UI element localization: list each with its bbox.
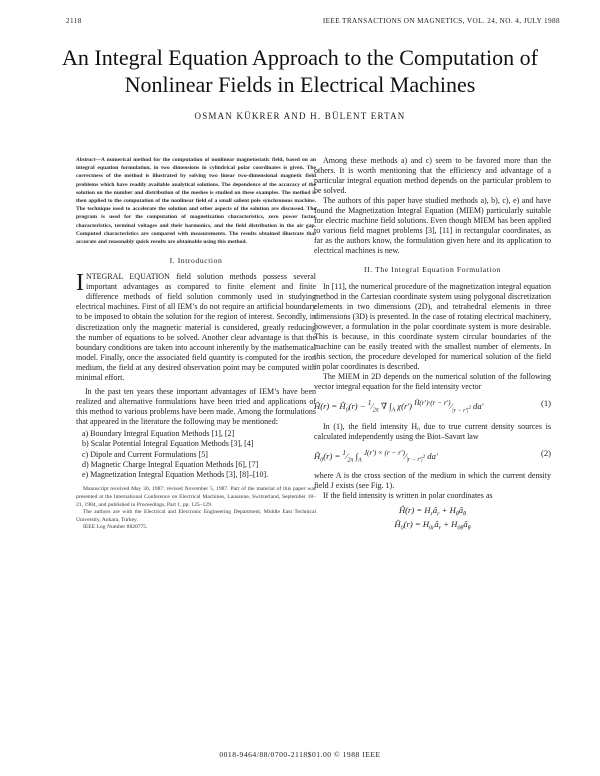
list-item: e) Magnetization Integral Equation Methods [3], [8]–[10].: [82, 470, 269, 480]
intro-paragraph-1: [76, 272, 316, 383]
equation-polar: [314, 505, 551, 535]
abstract-label: Abstract: [76, 157, 96, 163]
right-paragraph-6: where A is the cross section of the medium in which the current density field J exists (see Fig. 1).: [314, 471, 551, 491]
section-heading-formulation: II. The Integral Equation Formulation: [364, 265, 501, 275]
right-paragraph-4: The MIEM in 2D depends on the numerical solution of the following vector integral equation for the field intensity vector: [314, 371, 551, 391]
methods-list: [82, 429, 316, 480]
equation-1-body: Ĥ(r) = $Ĥ_0(r)$ − $^1⁄_{2\pi}$ ∇ $\int_A$ χ(r′) $^{Ĥ(r')\cdot(r - r')}⁄_{|r - r'|^2}$ da′: [314, 399, 484, 414]
equation-1: [314, 398, 551, 416]
left-column: [76, 156, 316, 532]
footnotes: [76, 486, 316, 532]
footnote-log-number: IEEE Log Number 8820775.: [83, 524, 148, 531]
right-paragraph-1: Among these methods a) and c) seem to be favored more than the others. It is worth mentioning that the efficiency and advantage of a particular integral equation method depends on the particular problem to be solved.: [314, 156, 551, 196]
right-paragraph-5: In (1), the field intensity H₀ due to true current density sources is calculated independently using the Biot–Savart law: [314, 421, 551, 441]
right-paragraph-3: In [11], the numerical procedure of the magnetization integral equation method in the Cartesian coordinate system using polygonal discretization elements in two dimensions (2D), and tetrahedral elements in three dimensions (3D) is presented. In the case of rotating electrical machinery, however, a formulation in the polar coordinate system is more desirable. This is because, in this coordinate system circular boundaries of the machine can be easily treated with the smallest number of elements. In this section, the procedure developed for numerical solution of the field in polar coordinates is described.: [314, 281, 551, 371]
authors: OSMAN KÜKRER AND H. BÜLENT ERTAN: [194, 111, 406, 121]
list-item: b) Scalar Potential Integral Equation Methods [3], [4]: [82, 439, 254, 449]
equation-2: [314, 448, 551, 466]
title-line-2: Nonlinear Fields in Electrical Machines: [124, 72, 476, 97]
copyright-line: 0018-9464/88/0700-2118$01.00 © 1988 IEEE: [219, 750, 381, 759]
equation-2-body: $Ĥ_0(r)$ = $^1⁄_{2\pi}$ $\int_A$ $^{J(r') \times (r - r')}⁄_{|r - r'|^2}$ da′: [314, 448, 438, 464]
section-heading-introduction: I. Introduction: [169, 256, 223, 266]
page-number: 2118: [66, 17, 82, 25]
drop-cap: I: [76, 270, 84, 297]
equation-1-number: (1): [540, 398, 551, 409]
intro-paragraph-1-text: NTEGRAL EQUATION field solution methods possess several important advantages as compared to finite element and finite difference methods of field solution commonly used in studying electrical machines. First of all IEM’s do not require an artificial boundary to be imposed to obtain the solution for the region of interest. Secondly, in discretization only the magnetic material is considered, greatly reducing the number of equations to be solved. Another clear advantage is that the boundary conditions are taken into account inherently by the mathematical model. Finally, once the associated field quantity is computed for the iron medium, the field at any desired observation point may be computed with minimal effort.: [76, 272, 316, 382]
equation-polar-line-2: $Ĥ_0(r)$ = $H_{0r}â_r$ + $H_{0\theta}â_\theta$: [394, 519, 471, 532]
abstract-text: —A numerical method for the computation of nonlinear magnetostatic field, based on an integral equation formulation, in two dimensions in cylindrical polar coordinates is given. The correctness of the method is illustrated by solving two linear two-dimensional magnetic field problems which have readily available analytical solutions. The dependence of the accuracy of the solution on the number and distribution of the meshes is studied on these examples. The method is then applied to the computation of the nonlinear field of a small salient pole synchronous machine. The technique used to accelerate the solution and other aspects of the solution are discussed. The program is used for the computation of magnetization characteristics, zero power factor characteristics, terminal voltages and their harmonics, and the field distribution in the air gap. Computed characteristics are compared with measurements. The results obtained illustrate that accurate and reasonably quick results are obtainable using this method.: [76, 157, 316, 246]
list-item: a) Boundary Integral Equation Methods [1], [2]: [82, 428, 235, 438]
right-column: [314, 156, 551, 534]
intro-paragraph-2: In the past ten years these important advantages of IEM’s have been realized and alternative formulations have been tried and applications of this method to various problems have been made. Among the formulations that appeared in the literature the following may be mentioned:: [76, 386, 316, 426]
paper-title: [40, 44, 560, 98]
abstract: [76, 156, 316, 246]
equation-polar-line-1: Ĥ(r) = $H_râ_r$ + $H_\theta â_\theta$: [398, 504, 467, 518]
running-header: IEEE TRANSACTIONS ON MAGNETICS, VOL. 24, NO. 4, JULY 1988: [322, 17, 560, 25]
list-item: c) Dipole and Current Formulations [5]: [82, 449, 208, 459]
equation-2-number: (2): [540, 447, 551, 458]
right-paragraph-2: The authors of this paper have studied methods a), b), c), e) and have found the Magnetization Integral Equation (MIEM) particularly suitable for electric machine field solutions. Even though MIEM has been applied to various field magnet problems [3], [11] in rectangular coordinates, as far as the authors know, the formulation given here and its application to electrical machines is new.: [314, 196, 551, 256]
list-item: d) Magnetic Charge Integral Equation Methods [6], [7]: [82, 459, 259, 469]
title-line-1: An Integral Equation Approach to the Computation of: [62, 45, 538, 70]
right-paragraph-7: If the field intensity is written in polar coordinates as: [323, 491, 493, 501]
footnote-authors: The authors are with the Electrical and Electronic Engineering Department, Middle East Technical University, Ankara, Turkey.: [76, 509, 316, 523]
footnote-manuscript: Manuscript received May 30, 1987; revised November 5, 1987. Part of the material of this paper was presented at the International Conference on Electrical Machines, Lausanne, Switzerland, September 18–21, 1984, and published in Proceedings, Part 1, pp. 125–129.: [76, 486, 316, 508]
